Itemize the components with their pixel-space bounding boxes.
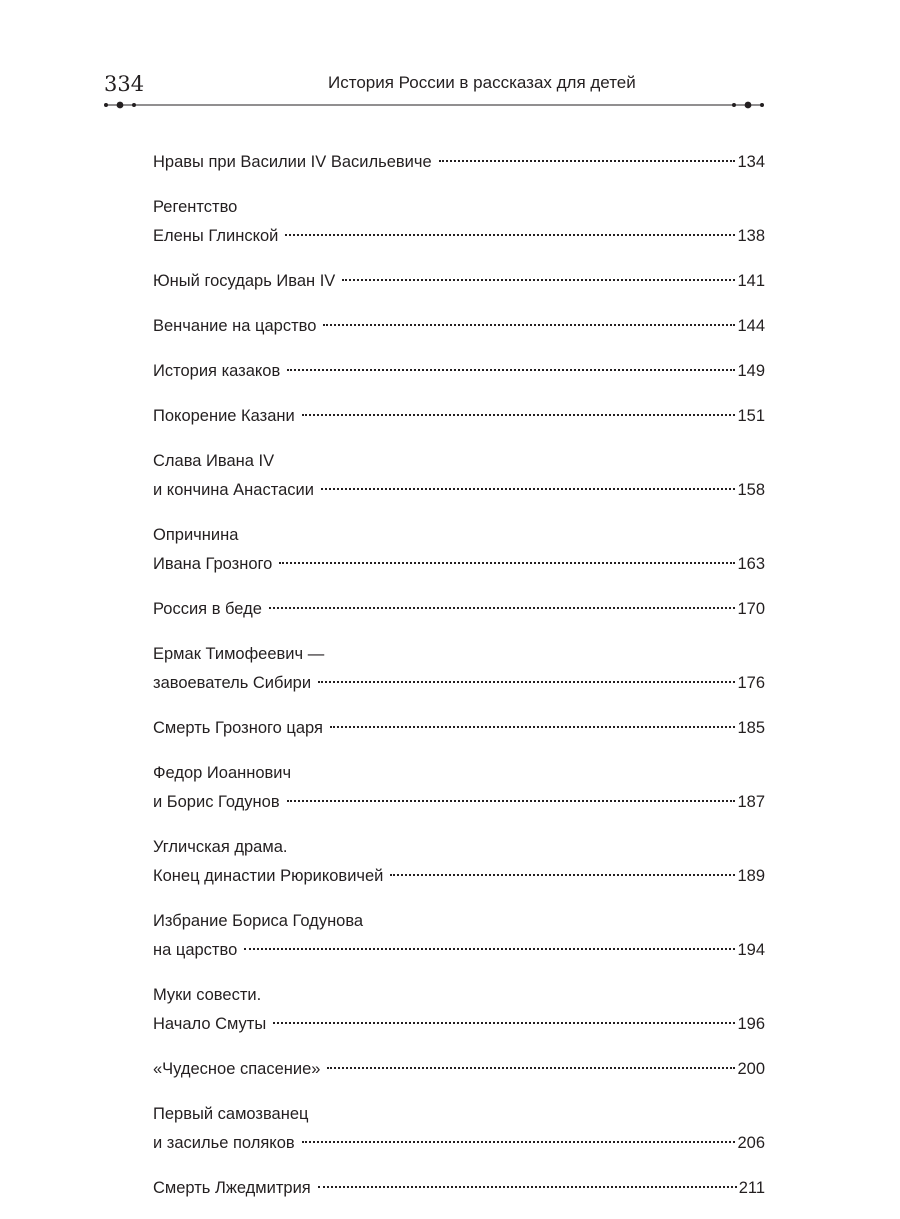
toc-entry-title: Опричнина: [153, 526, 239, 544]
toc-entry-line: [153, 1129, 765, 1158]
toc-entry[interactable]: [153, 267, 765, 296]
toc-entry-line: [153, 862, 765, 891]
dot-leader: [269, 607, 736, 609]
toc-entry-title: завоеватель Сибири: [153, 674, 312, 692]
toc-entry-title: Нравы при Василии IV Васильевиче: [153, 153, 432, 171]
toc-entry-line: [153, 833, 765, 862]
toc-entry[interactable]: [153, 447, 765, 505]
dot-leader: [321, 488, 736, 490]
dot-leader: [330, 726, 735, 728]
toc-page-number: 134: [737, 153, 765, 171]
toc-page-number: 211: [738, 1179, 765, 1197]
toc-page-number: 149: [737, 362, 765, 380]
toc-page-number: 196: [737, 1015, 765, 1033]
toc-entry-line: [153, 222, 765, 251]
toc-entry-title: Смерть Лжедмитрия: [153, 1179, 311, 1197]
dot-leader: [244, 948, 735, 950]
dot-leader: [390, 874, 735, 876]
toc-entry[interactable]: [153, 981, 765, 1039]
toc-page-number: 141: [737, 272, 765, 290]
toc-entry-title: на царство: [153, 941, 238, 959]
toc-entry-title: «Чудесное спасение»: [153, 1060, 321, 1078]
dot-leader: [302, 414, 736, 416]
toc-entry-title: Ивана Грозного: [153, 555, 273, 573]
toc-page-number: 185: [737, 719, 765, 737]
toc-entry-title: Угличская драма.: [153, 838, 288, 856]
running-title: История России в рассказах для детей: [328, 73, 636, 92]
dot-leader: [327, 1067, 735, 1069]
dot-leader: [323, 324, 735, 326]
dot-leader: [439, 160, 736, 162]
toc-entry-line: [153, 447, 765, 476]
toc-entry[interactable]: [153, 640, 765, 698]
toc-entry-title: Елены Глинской: [153, 227, 279, 245]
toc-entry-line: [153, 312, 765, 341]
toc-entry[interactable]: [153, 521, 765, 579]
toc-entry-title: Венчание на царство: [153, 317, 317, 335]
toc-entry-title: Федор Иоаннович: [153, 764, 292, 782]
table-of-contents: [153, 148, 765, 1219]
toc-entry-title: Ермак Тимофеевич —: [153, 645, 325, 663]
toc-entry[interactable]: [153, 357, 765, 386]
toc-entry-line: [153, 521, 765, 550]
toc-entry-title: и кончина Анастасии: [153, 481, 314, 499]
dot-leader: [318, 681, 735, 683]
toc-entry-title: Конец династии Рюриковичей: [153, 867, 384, 885]
toc-entry-line: [153, 788, 765, 817]
toc-entry-line: [153, 595, 765, 624]
toc-entry-line: [153, 550, 765, 579]
toc-entry-line: [153, 357, 765, 386]
toc-entry-line: [153, 476, 765, 505]
toc-page-number: 176: [737, 674, 765, 692]
toc-entry-title: Начало Смуты: [153, 1015, 267, 1033]
toc-entry-line: [153, 714, 765, 743]
dot-leader: [273, 1022, 735, 1024]
toc-entry[interactable]: [153, 1055, 765, 1084]
toc-entry-title: и Борис Годунов: [153, 793, 280, 811]
dot-leader: [287, 800, 736, 802]
dot-leader: [342, 279, 735, 281]
toc-entry[interactable]: [153, 595, 765, 624]
toc-entry-title: Первый самозванец: [153, 1105, 309, 1123]
toc-entry-line: [153, 1055, 765, 1084]
toc-entry-title: История казаков: [153, 362, 281, 380]
header-rule-ornament: [104, 99, 764, 111]
dot-leader: [302, 1141, 736, 1143]
toc-entry[interactable]: [153, 193, 765, 251]
toc-page-number: 158: [737, 481, 765, 499]
toc-entry-line: [153, 981, 765, 1010]
toc-page-number: 144: [737, 317, 765, 335]
toc-page-number: 189: [737, 867, 765, 885]
toc-entry-line: [153, 936, 765, 965]
toc-page-number: 200: [737, 1060, 765, 1078]
toc-entry-title: и засилье поляков: [153, 1134, 295, 1152]
toc-entry-line: [153, 640, 765, 669]
toc-entry-line: [153, 669, 765, 698]
toc-entry-line: [153, 907, 765, 936]
toc-entry-line: [153, 267, 765, 296]
toc-page-number: 187: [737, 793, 765, 811]
toc-page-number: 170: [737, 600, 765, 618]
toc-entry[interactable]: [153, 833, 765, 891]
toc-entry-line: [153, 402, 765, 431]
dot-leader: [287, 369, 735, 371]
toc-entry-title: Регентство: [153, 198, 238, 216]
toc-entry-title: Покорение Казани: [153, 407, 295, 425]
page-number: 334: [104, 72, 145, 96]
toc-entry[interactable]: [153, 714, 765, 743]
toc-entry[interactable]: [153, 312, 765, 341]
toc-page-number: 206: [737, 1134, 765, 1152]
toc-entry-line: [153, 1010, 765, 1039]
dot-leader: [279, 562, 735, 564]
toc-entry-title: Избрание Бориса Годунова: [153, 912, 364, 930]
toc-entry[interactable]: [153, 759, 765, 817]
toc-entry[interactable]: [153, 1174, 765, 1203]
toc-entry-line: [153, 1174, 765, 1203]
toc-entry-line: [153, 759, 765, 788]
dot-leader: [318, 1186, 737, 1188]
toc-entry[interactable]: [153, 148, 765, 177]
toc-entry[interactable]: [153, 907, 765, 965]
toc-entry-title: Муки совести.: [153, 986, 262, 1004]
dot-leader: [285, 234, 735, 236]
toc-page-number: 138: [737, 227, 765, 245]
toc-entry[interactable]: [153, 402, 765, 431]
toc-entry-line: [153, 1100, 765, 1129]
toc-page-number: 151: [737, 407, 765, 425]
page-header: [104, 70, 764, 100]
toc-entry-title: Юный государь Иван IV: [153, 272, 336, 290]
toc-entry-title: Россия в беде: [153, 600, 262, 618]
toc-entry[interactable]: [153, 1100, 765, 1158]
toc-entry-title: Слава Ивана IV: [153, 452, 275, 470]
toc-entry-line: [153, 193, 765, 222]
toc-page-number: 194: [737, 941, 765, 959]
toc-page-number: 163: [737, 555, 765, 573]
toc-entry-title: Смерть Грозного царя: [153, 719, 323, 737]
toc-entry-line: [153, 148, 765, 177]
